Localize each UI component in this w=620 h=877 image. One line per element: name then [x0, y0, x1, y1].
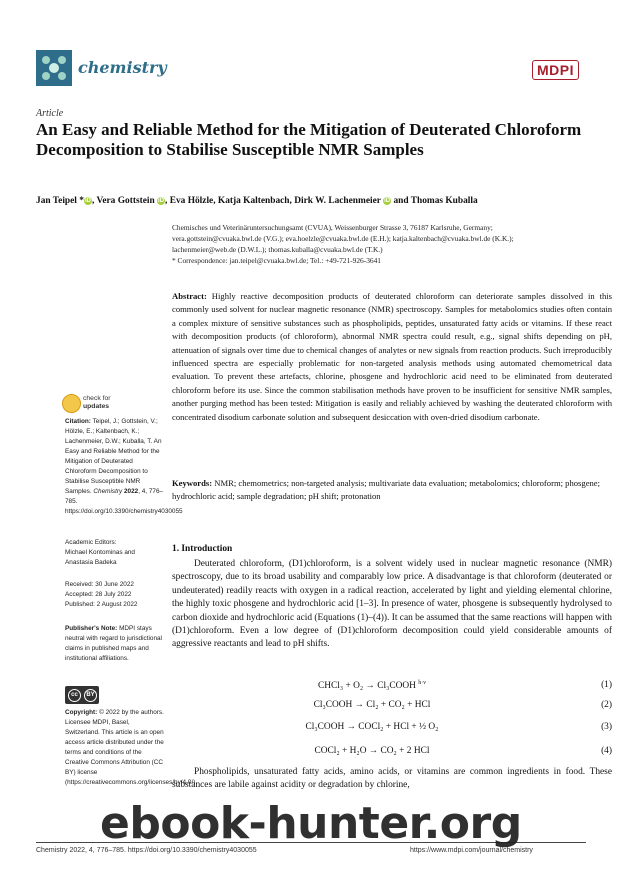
- editors-label: Academic Editors:: [65, 539, 117, 546]
- intro-paragraph-2: Phospholipids, unsaturated fatty acids, amino acids, or vitamins are common ingredients in food. These substances are labile against acidity or degradation by chlorine,: [172, 767, 612, 791]
- citation-journal: Chemistry: [93, 488, 123, 495]
- note-text: MDPI stays neutral with regard to jurisdictional claims in published maps and institutional affiliations.: [65, 625, 162, 662]
- cc-icon: cc: [68, 689, 81, 702]
- equation-text: CHCl₃ + O₂ → Cl₃COOH: [318, 681, 416, 692]
- keywords-text: NMR; chemometrics; non-targeted analysis; multivariate data evaluation; metabolomics; chloroform; phosgene; hydrochloric acid; sample degradation; pH shift; protonation: [172, 478, 601, 502]
- author-text: Jan Teipel *: [36, 196, 84, 206]
- cc-by-license-icon[interactable]: [65, 686, 99, 704]
- citation-label: Citation:: [65, 418, 91, 425]
- citation-year: 2022: [123, 488, 139, 495]
- citation-block: [65, 417, 183, 517]
- keywords: [172, 477, 612, 504]
- keywords-label: Keywords:: [172, 478, 213, 488]
- orcid-icon[interactable]: iD: [84, 198, 91, 204]
- equation-condition: h·ν: [418, 680, 426, 686]
- equation-3: [172, 722, 612, 736]
- equation-2: [172, 700, 612, 714]
- equation-number: (3): [601, 722, 612, 732]
- footer-citation[interactable]: Chemistry 2022, 4, 776–785. https://doi.org/10.3390/chemistry4030055: [36, 847, 257, 854]
- copyright-text: © 2022 by the authors. Licensee MDPI, Basel, Switzerland. This article is an open access article distributed under the terms and conditions of the Creative Commons Attribution (CC BY) license (https://creativecommons.org/licenses/by/4.0/).: [65, 709, 198, 786]
- equation-number: (1): [601, 680, 612, 690]
- check-for-updates-badge[interactable]: [62, 394, 124, 412]
- note-label: Publisher's Note:: [65, 625, 118, 632]
- author-list: [36, 195, 596, 208]
- accepted-date: Accepted: 28 July 2022: [65, 591, 132, 598]
- affiliation-line: Chemisches und Veterinäruntersuchungsamt (CVUA), Weissenburger Strasse 3, 76187 Karlsruhe, Germany;: [172, 223, 493, 232]
- journal-logo: [36, 50, 72, 86]
- published-date: Published: 2 August 2022: [65, 601, 138, 608]
- equation-4: [172, 746, 612, 760]
- footer-journal-link[interactable]: https://www.mdpi.com/journal/chemistry: [410, 847, 533, 854]
- affiliation-block: [172, 222, 612, 266]
- dates-block: [65, 580, 165, 610]
- abstract-text: Highly reactive decomposition products of deuterated chloroform can deteriorate samples dissolved in this commonly used solvent for nuclear magnetic resonance (NMR) spectroscopy. Samples for metabolomics studies often contain a complex mixture of sensitive substances such as phospholipids, peptides, unsaturated fatty acids or vitamins. If these react with decomposition products (of chloroform), abnormal NMR spectra could result, e.g., signal shifts depending on pH, attenuation of signals over time due to chemical changes of analytes or new signals from reaction products. Such irreproducibly influenced spectra are especially problematic for non-targeted analysis methods using automated chemometrical data evaluation. To prevent these artefacts, chlorine, phosgene and hydrochloric acid need to be eliminated from deuterated chloroform before its use. Since the common stabilisation methods have proven to be insufficient for sensitive NMR samples, another purging method has been tested: Mitigation is easily and reliably achieved by washing the deuterated chloroform with concentrated disodium carbonate solution and subsequent desiccation with oven-dried disodium carbonate.: [172, 291, 612, 422]
- author-text: and Thomas Kuballa: [391, 196, 478, 206]
- check-line: check for: [83, 395, 111, 402]
- citation-text: Teipel, J.; Gottstein, V.; Hölzle, E.; Kaltenbach, K.; Lachenmeier, D.W.; Kuballa, T. An Easy and Reliable Method for the Mitigation of Deuterated Chloroform Decomposition to Stabilise Susceptible NMR Samples.: [65, 418, 162, 495]
- editor-name: Michael Kontominas and: [65, 549, 135, 556]
- correspondence-line: * Correspondence: jan.teipel@cvuaka.bwl.de; Tel.: +49-721-926-3641: [172, 256, 381, 265]
- equation-number: (4): [601, 746, 612, 756]
- editors-block: [65, 538, 165, 568]
- intro-paragraph-1: Deuterated chloroform, (D1)chloroform, is a solvent widely used in nuclear magnetic resonance (NMR) spectroscopy, due to its broad usability and comparably low price. A disadvantage is that chloroform (deuterated or undeuterated) readily reacts with oxygen in a radical reaction, accelerated by light and yielding elemental chlorine, the highly toxic phosgene and hydrochloric acid [1–3]. In presence of water, phosgene is subsequently hydrolysed to carbon dioxide and hydrochloric acid (Equations (1)–(4)). It can be assumed that the same reactions will happen with (D1)chloroform. Even a low degree of (D1)chloroform decomposition could yield considerable amounts of aggressive reactants and lead to pH shifts.: [172, 559, 612, 650]
- citation-rest: , 4, 776–785. https://doi.org/10.3390/chemistry4030055: [65, 488, 183, 515]
- received-date: Received: 30 June 2022: [65, 581, 134, 588]
- section-heading: 1. Introduction: [172, 544, 233, 554]
- journal-name: chemistry: [78, 58, 167, 77]
- paper-title: An Easy and Reliable Method for the Mitigation of Deuterated Chloroform Decomposition to Stabilise Susceptible NMR Samples: [36, 120, 582, 159]
- editor-name: Anastasia Badeka: [65, 559, 117, 566]
- equation-text: Cl₃COOH → COCl₂ + HCl + ½ O₂: [305, 722, 439, 732]
- check-updates-icon: [62, 394, 81, 413]
- copyright-label: Copyright:: [65, 709, 98, 716]
- copyright-block: [65, 708, 198, 788]
- equation-text: COCl₂ + H₂O → CO₂ + 2 HCl: [314, 746, 430, 756]
- affiliation-line: lachenmeier@web.de (D.W.L.); thomas.kuballa@cvuaka.bwl.de (T.K.): [172, 245, 383, 254]
- author-text: , Eva Hölzle, Katja Kaltenbach, Dirk W. Lachenmeier: [165, 196, 384, 206]
- orcid-icon[interactable]: iD: [158, 198, 165, 204]
- publisher-note: [65, 624, 165, 664]
- abstract: [172, 290, 612, 424]
- equation-number: (2): [601, 700, 612, 710]
- equation-1: [172, 680, 612, 694]
- check-line: updates: [83, 402, 110, 410]
- affiliation-line: vera.gottstein@cvuaka.bwl.de (V.G.); eva.hoelzle@cvuaka.bwl.de (E.H.); katja.kaltenbach@cvuaka.bwl.de (K.K.);: [172, 234, 514, 243]
- by-icon: BY: [84, 689, 97, 702]
- watermark: ebook-hunter.org: [100, 798, 522, 849]
- article-type: Article: [36, 108, 64, 119]
- abstract-label: Abstract:: [172, 291, 207, 301]
- publisher-logo: MDPI: [532, 60, 579, 80]
- author-text: , Vera Gottstein: [91, 196, 158, 206]
- orcid-icon[interactable]: iD: [384, 198, 391, 204]
- equation-text: Cl₃COOH → Cl₂ + CO₂ + HCl: [313, 700, 431, 710]
